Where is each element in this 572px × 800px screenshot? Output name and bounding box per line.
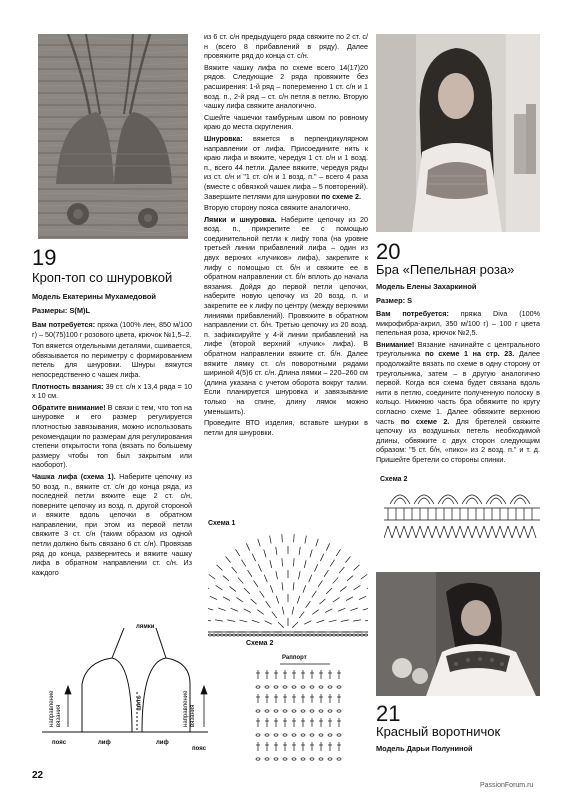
bra-scheme-2-label: Схема 2 <box>380 476 408 483</box>
collar-photo <box>376 572 540 696</box>
item-number-19: 19 <box>32 245 57 270</box>
item-title-19: Кроп-топ со шнуровкой <box>32 270 173 285</box>
sizes-19: Размеры: S(M)L <box>32 306 90 315</box>
label-bodice-left: лиф <box>98 740 111 746</box>
bra-photo <box>376 34 540 232</box>
label-direction-left: направление вязания <box>49 690 62 727</box>
page-number: 22 <box>32 770 44 781</box>
label-belt-left: пояс <box>52 740 67 746</box>
watermark: PassionForum.ru <box>480 782 534 789</box>
item-number-20: 20 <box>376 239 401 264</box>
instructions-20: Вам потребуется: пряжа Diva (100% микрофибра-акрил, 350 м/100 г) – 100 г цвета пепельная роза, крючок №2,5. Внимание! Вязание начинайте с центрального треугольника по схеме 1 на стр. 23. Далее продолжайте вязать по схеме в одну сторону от треугольника, затем – в другую аналогично первой. Когда вся схема будет связана вдоль нити в петлю, соедините полученную полоску в кольцо. Нижнюю часть бра обвяжите по кругу согласно схеме 1. Далее обвяжите верхнюю часть по схеме 2. Для бретелей свяжите цепочку из воздушных петель необходимой длины, обвяжите с двух сторон следующим образом: "5 ст. б/н, «пико» из 2 возд. п." и т. д. Пришейте бретели со стороны спинки. <box>376 309 540 464</box>
item-title-20: Бра «Пепельная роза» <box>376 262 515 277</box>
scheme-2-label: Схема 2 <box>246 640 274 647</box>
label-belt-right: пояс <box>192 746 207 752</box>
crop-top-photo <box>38 34 188 239</box>
scheme-1-diagram <box>208 528 368 638</box>
instructions-19: Вам потребуется: пряжа (100% лен, 850 м/100 г) – 50(75)100 г розового цвета, крючок №1,5–2. Топ вяжется отдельными деталями, сшивается, обвязывается по периметру с формированием петель для шнуровки. Шнуры вяжутся непосредственно с чашек лифа. Плотность вязания: 39 ст. с/н х 13,4 ряда = 10 х 10 см. Обратите внимание! В связи с тем, что топ на шнуровке и его размер регулируется плотностью завязывания, можно использовать рекомендации по размерам для регулирования степени открытости топа (вязать по большему размеру чтобы топ был закрытым или наоборот). Чашка лифа (схема 1). Наберите цепочку из 50 возд. п., вяжите ст. с/н до конца ряда, из последней петли вяжите еще 2 ст. с/н, поверните цепочку из возд. п. другой стороной и вяжите вдоль цепочки в обратном направлении, при этом из первой петли свяжите 3 ст. с/н (таким образом из одной петли должно быть связано 6 ст. с/н). Провязав ряд до конца, развернитесь и вяжите чашку лифа в обратном направлении ст. с/н. Из каждого <box>32 320 193 577</box>
instructions-19-continued: из 6 ст. с/н предыдущего ряда свяжите по 2 ст. с/н (всего 8 прибавлений в ряду). Далее провяжите ряд до конца ст. с/н. Вяжите чашку лифа по схеме всего 14(17)20 рядов. Следующие 2 ряда провяжите без расширения: 1-й ряд – попеременно 1 ст. с/н и 1 возд. п., 2-й ряд – ст. с/н петля в петлю. Вторую чашку лифа свяжите аналогично. Сшейте чашечки тамбурным швом по ровному краю до места скругления. Шнуровка: вяжется в перпендикулярном направлении от лифа. Присоедините нить к краю лифа и вяжите, чередуя 1 ст. с/н и 1 возд. п., всего 44 петли. Далее вяжите, чередуя ряды из ст. с/н и "1 ст. с/н и 1 возд. п." – всего 4 раза (вместе с обвязкой чашек лифа – 5 повторений). Завершите петлями для шнуровки по схеме 2. Вторую сторону пояса свяжите аналогично. Лямки и шнуровка. Наберите цепочку из 20 возд. п., прикрепите ее с помощью соединительной петли к лифу топа (на уровне третьей линии прибавлений лифа – один из двух верхних «лучиков» лифа), закрепите к лифу с помощью ст. б/н и свяжите ее в обратном направлении ст. б/н вплоть до начала вязания. Дойдя до первой петли цепочки, наберите новую цепочку из 20 возд. п. и закрепите ее к лифу по центру (между верхними линиями прибавлений). Провяжите в обратном направлении ст. б/н. Третью цепочку из 20 возд. п. зафиксируйте у 4-й линии прибавлений на лифе (второй верхний «лучик» лифа). В обратном направлении вяжите ст. б/н. Далее вяжите лямку ст. с/н поворотными рядами шириной 4(5)6 ст. с/н. Длина лямки – 220–260 см (длина указана с учетом оборота вокруг талии. Если планируется шнуровка и завязывание только на спине, длину лямок можно уменьшить). Проведите ВТО изделия, вставьте шнурки в петли для шнуровки. <box>204 32 369 437</box>
label-bodice-right: лиф <box>156 740 169 746</box>
item-title-21: Красный воротничок <box>376 724 501 739</box>
size-20: Размер: S <box>376 296 413 305</box>
designer-19: Модель Екатерины Мухамедовой <box>32 292 156 301</box>
rapport-label: Раппорт <box>282 655 307 661</box>
scheme-1-label: Схема 1 <box>208 520 236 527</box>
scheme-2-diagram <box>250 662 370 772</box>
designer-20: Модель Елены Захаркиной <box>376 282 477 291</box>
label-seam: шить <box>136 695 143 711</box>
bra-scheme-2-diagram <box>384 486 540 556</box>
designer-21: Модель Дарьи Полуниной <box>376 744 473 753</box>
label-straps: лямки <box>136 624 155 630</box>
item-number-21: 21 <box>376 701 401 726</box>
pattern-diagram <box>32 622 208 762</box>
label-direction-right: направление вязания <box>183 690 196 727</box>
